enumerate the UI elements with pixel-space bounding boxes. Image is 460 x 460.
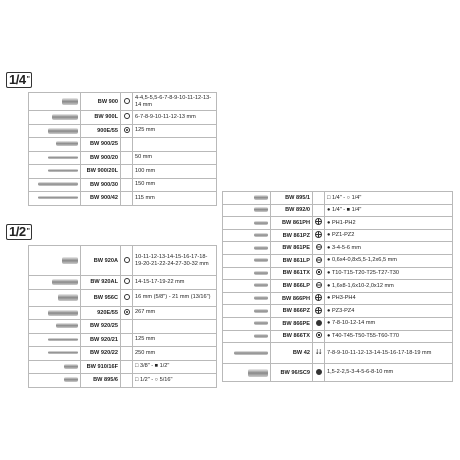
tool-image-cell xyxy=(29,138,81,152)
long-socket-icon xyxy=(52,279,78,285)
phillips-bit-icon xyxy=(254,221,268,225)
article-code: BW 900/42 xyxy=(81,192,121,206)
table-half-drive xyxy=(28,245,217,388)
drive-symbol-cell xyxy=(313,292,325,305)
spec-text: 3-4-5-6 mm xyxy=(331,244,361,251)
spec-cell xyxy=(133,138,217,152)
spec-text: 10-11-12-13-14-15-16-17-18-19-20-21-22-24-27-30-32 mm xyxy=(135,253,209,267)
spec-text: 115 mm xyxy=(135,194,155,201)
spec-prefix: ● xyxy=(327,295,331,302)
tool-image-cell xyxy=(223,267,271,280)
spec-text: 16 mm (5/8") - 21 mm (13/16") xyxy=(135,294,211,301)
tool-image-cell xyxy=(29,151,81,165)
spec-prefix: ● xyxy=(327,307,331,314)
drive-symbol-cell xyxy=(121,192,133,206)
hex-icon xyxy=(316,369,322,375)
tool-image-cell xyxy=(29,93,81,111)
tool-image-cell xyxy=(223,317,271,330)
drive-symbol-cell xyxy=(121,151,133,165)
spec-cell xyxy=(133,289,217,306)
drive-badge-half xyxy=(6,224,32,240)
table-row xyxy=(29,276,217,290)
drive-symbol-cell xyxy=(121,124,133,138)
spec-cell xyxy=(133,93,217,111)
article-code: BW 861TX xyxy=(271,267,313,280)
spec-cell xyxy=(325,330,453,343)
open-circle-icon xyxy=(124,98,130,104)
spec-text: PH1-PH2 xyxy=(331,219,356,226)
drive-symbol-cell xyxy=(121,289,133,306)
drive-symbol-cell xyxy=(121,93,133,111)
phillips-icon xyxy=(315,294,322,301)
article-code: BW 895/6 xyxy=(81,374,121,388)
circle-dot-icon xyxy=(124,309,130,315)
slotted-icon xyxy=(316,257,322,263)
spec-text: 4-4,5-5,5-6-7-8-9-10-11-12-13-14 mm xyxy=(135,94,212,108)
extension-bar-icon xyxy=(48,169,78,172)
universal-joint-icon xyxy=(56,323,78,328)
table-row xyxy=(29,138,217,152)
pozidriv-bit-icon xyxy=(254,309,268,313)
table-row xyxy=(29,347,217,361)
spinner-handle-icon xyxy=(38,182,78,186)
combination-wrench-icon xyxy=(234,351,268,355)
extension-bar-icon xyxy=(48,338,78,341)
socket-icon xyxy=(62,257,78,264)
torx-bit-icon xyxy=(254,334,268,338)
spec-text: PH3-PH4 xyxy=(331,295,356,302)
slotted-bit-icon xyxy=(254,283,268,287)
ratchet-icon xyxy=(48,310,78,316)
spec-cell xyxy=(133,333,217,347)
tool-image-cell xyxy=(29,276,81,290)
slotted-icon xyxy=(316,244,322,250)
spec-cell xyxy=(133,347,217,361)
table-row xyxy=(29,306,217,320)
table-row xyxy=(223,217,453,230)
spec-text: T10-T15-T20-T25-T27-T30 xyxy=(331,270,399,277)
drive-symbol-cell xyxy=(313,305,325,318)
table-row xyxy=(29,246,217,276)
sliding-t-bar-icon xyxy=(38,196,78,199)
wrench-symbol-icon: ⮇ xyxy=(315,349,322,357)
tool-image-cell xyxy=(223,343,271,364)
spec-text: 1,6x8-1,6x10-2,0x12 mm xyxy=(331,282,394,289)
tool-image-cell xyxy=(29,111,81,125)
drive-symbol-cell xyxy=(121,333,133,347)
article-code: BW 861PE xyxy=(271,242,313,255)
spec-text: 125 mm xyxy=(135,336,156,343)
table-row xyxy=(29,93,217,111)
article-code: BW 861PZ xyxy=(271,229,313,242)
drive-symbol-cell xyxy=(313,317,325,330)
hex-key-set-icon xyxy=(248,369,268,377)
spec-cell xyxy=(325,254,453,267)
table-row xyxy=(223,280,453,293)
article-code: 900E/55 xyxy=(81,124,121,138)
spec-prefix: ● xyxy=(327,282,331,289)
spec-cell xyxy=(325,217,453,230)
drive-symbol-cell xyxy=(313,192,325,205)
tool-image-cell xyxy=(29,360,81,374)
table-row xyxy=(29,178,217,192)
tool-image-cell xyxy=(223,192,271,205)
table-row xyxy=(29,192,217,206)
tool-image-cell xyxy=(29,246,81,276)
open-circle-icon xyxy=(124,278,130,284)
spec-text: 1/4" - ■ 1/4" xyxy=(331,207,362,214)
tool-image-cell xyxy=(223,229,271,242)
torx-icon xyxy=(316,332,322,338)
table-row xyxy=(29,320,217,334)
hex-bit-icon xyxy=(254,321,268,325)
tool-image-cell xyxy=(29,165,81,179)
table-row xyxy=(29,124,217,138)
drive-symbol-cell xyxy=(313,242,325,255)
tool-image-cell xyxy=(29,289,81,306)
table-bits xyxy=(222,191,453,382)
spec-cell xyxy=(325,267,453,280)
tool-image-cell xyxy=(223,280,271,293)
tool-image-cell xyxy=(223,217,271,230)
table-row xyxy=(223,267,453,280)
spec-prefix: ● xyxy=(327,333,331,340)
spec-text: 1/2" - ○ 5/16" xyxy=(139,376,173,383)
spec-cell xyxy=(133,124,217,138)
tool-image-cell xyxy=(29,347,81,361)
spec-text: 14-15-17-19-22 mm xyxy=(135,278,185,285)
drive-symbol-cell xyxy=(121,178,133,192)
article-code: BW 920/22 xyxy=(81,347,121,361)
table-row xyxy=(29,333,217,347)
spec-prefix: ● xyxy=(327,257,331,264)
spec-prefix: ● xyxy=(327,207,331,214)
universal-joint-icon xyxy=(56,141,78,146)
spec-cell xyxy=(133,111,217,125)
slotted-icon xyxy=(316,282,322,288)
spec-text: 7-8-10-12-14 mm xyxy=(331,320,376,327)
table-row xyxy=(223,204,453,217)
table-row xyxy=(223,317,453,330)
article-code: BW 900/30 xyxy=(81,178,121,192)
spec-cell xyxy=(133,178,217,192)
article-code: 920E/55 xyxy=(81,306,121,320)
table-row xyxy=(223,343,453,364)
spec-prefix: □ xyxy=(135,363,139,370)
adaptor-icon xyxy=(64,364,78,369)
spec-cell xyxy=(325,204,453,217)
circle-dot-icon xyxy=(124,127,130,133)
drive-symbol-cell xyxy=(121,165,133,179)
article-code: BW 920A xyxy=(81,246,121,276)
article-code: BW 900/20L xyxy=(81,165,121,179)
article-code: BW 956C xyxy=(81,289,121,306)
drive-symbol-cell xyxy=(313,254,325,267)
drive-symbol-cell xyxy=(313,229,325,242)
spec-cell xyxy=(133,165,217,179)
article-code: BW 96/SC9 xyxy=(271,364,313,382)
drive-badge-half-mark: " xyxy=(26,228,30,235)
pozidriv-icon xyxy=(315,307,322,314)
drive-symbol-cell xyxy=(121,306,133,320)
tool-image-cell xyxy=(29,124,81,138)
drive-symbol-cell xyxy=(313,217,325,230)
article-code: BW 920/21 xyxy=(81,333,121,347)
article-code: BW 892/0 xyxy=(271,204,313,217)
article-code: BW 866PE xyxy=(271,317,313,330)
slotted-bit-icon xyxy=(254,258,268,262)
spec-cell xyxy=(325,242,453,255)
table-row xyxy=(223,292,453,305)
article-code: BW 920/25 xyxy=(81,320,121,334)
bit-holder-icon xyxy=(64,377,78,382)
drive-symbol-cell xyxy=(121,347,133,361)
article-code: BW 900/25 xyxy=(81,138,121,152)
extension-bar-icon xyxy=(48,156,78,159)
spec-text: 100 mm xyxy=(135,167,156,174)
tool-image-cell xyxy=(223,242,271,255)
drive-symbol-cell xyxy=(313,280,325,293)
pozidriv-icon xyxy=(315,231,322,238)
spark-plug-socket-icon xyxy=(58,294,78,301)
spec-text: 1,5-2-2,5-3-4-5-6-8-10 mm xyxy=(327,369,394,376)
spec-text: 6-7-8-9-10-11-12-13 mm xyxy=(135,113,196,120)
slotted-bit-icon xyxy=(254,246,268,250)
table-row xyxy=(29,289,217,306)
drive-symbol-cell xyxy=(121,111,133,125)
spec-cell xyxy=(325,292,453,305)
table-row xyxy=(29,374,217,388)
drive-symbol-cell xyxy=(121,276,133,290)
torx-icon xyxy=(316,269,322,275)
tool-image-cell xyxy=(223,254,271,267)
article-code: BW 866TX xyxy=(271,330,313,343)
spec-text: 150 mm xyxy=(135,181,156,188)
drive-symbol-cell xyxy=(313,330,325,343)
spec-cell xyxy=(133,192,217,206)
table-row xyxy=(223,192,453,205)
tool-image-cell xyxy=(29,192,81,206)
spec-cell xyxy=(133,151,217,165)
table-row xyxy=(223,305,453,318)
article-code: BW 861LP xyxy=(271,254,313,267)
spec-prefix: ● xyxy=(327,244,331,251)
spec-text: 7-8-9-10-11-12-13-14-15-16-17-18-19 mm xyxy=(327,349,432,356)
spec-text: T40-T45-T50-T55-T60-T70 xyxy=(331,333,399,340)
phillips-icon xyxy=(315,218,322,225)
phillips-bit-icon xyxy=(254,296,268,300)
drive-symbol-cell xyxy=(121,138,133,152)
tool-image-cell xyxy=(223,204,271,217)
spec-cell xyxy=(325,364,453,382)
table-row xyxy=(223,242,453,255)
spec-text: 0,6x4-0,8x5,5-1,2x6,5 mm xyxy=(331,257,397,264)
tool-image-cell xyxy=(223,292,271,305)
table-row xyxy=(29,111,217,125)
spec-text: 125 mm xyxy=(135,127,156,134)
article-code: BW 910/16F xyxy=(81,360,121,374)
spec-cell xyxy=(325,229,453,242)
drive-badge-half-text: 1/2 xyxy=(9,224,26,239)
spec-text: 50 mm xyxy=(135,154,153,161)
table-row xyxy=(29,151,217,165)
tool-image-cell xyxy=(223,305,271,318)
drive-symbol-cell xyxy=(313,267,325,280)
spec-text: 3/8" - ■ 1/2" xyxy=(139,363,170,370)
drive-symbol-cell xyxy=(121,246,133,276)
extension-bar-icon xyxy=(48,351,78,354)
table-row xyxy=(223,229,453,242)
spec-cell xyxy=(133,246,217,276)
spec-text: 267 mm xyxy=(135,309,156,316)
article-code: BW 900/20 xyxy=(81,151,121,165)
bit-adaptor-icon xyxy=(254,195,268,200)
open-circle-icon xyxy=(124,113,130,119)
spec-text: 250 mm xyxy=(135,349,156,356)
tool-image-cell xyxy=(29,178,81,192)
article-code: BW 900 xyxy=(81,93,121,111)
article-code: BW 861PH xyxy=(271,217,313,230)
spec-cell xyxy=(133,360,217,374)
drive-symbol-cell xyxy=(313,204,325,217)
spec-prefix: ● xyxy=(327,270,331,277)
open-circle-icon xyxy=(124,294,130,300)
spec-text: PZ1-PZ2 xyxy=(331,232,355,239)
article-code: BW 895/1 xyxy=(271,192,313,205)
pozidriv-bit-icon xyxy=(254,233,268,237)
article-code: BW 866LP xyxy=(271,280,313,293)
drive-symbol-cell xyxy=(313,364,325,382)
drive-symbol-cell xyxy=(121,320,133,334)
spec-cell xyxy=(325,317,453,330)
spec-text: 1/4" - ○ 1/4" xyxy=(331,194,362,201)
article-code: BW 42 xyxy=(271,343,313,364)
tool-image-cell xyxy=(223,330,271,343)
tool-image-cell xyxy=(29,374,81,388)
spec-cell xyxy=(325,343,453,364)
spec-text: PZ3-PZ4 xyxy=(331,307,355,314)
table-quarter-drive xyxy=(28,92,217,206)
drive-symbol-cell xyxy=(313,343,325,364)
article-code: BW 866PH xyxy=(271,292,313,305)
drive-badge-quarter xyxy=(6,72,32,88)
spec-cell xyxy=(325,192,453,205)
spec-cell xyxy=(133,320,217,334)
hex-icon xyxy=(316,320,322,326)
article-code: BW 920AL xyxy=(81,276,121,290)
drive-symbol-cell xyxy=(121,374,133,388)
spec-prefix: ● xyxy=(327,320,331,327)
drive-badge-quarter-text: 1/4 xyxy=(9,72,26,87)
ratchet-icon xyxy=(48,128,78,134)
spec-cell xyxy=(325,280,453,293)
spec-cell xyxy=(325,305,453,318)
table-row xyxy=(29,165,217,179)
tool-image-cell xyxy=(29,333,81,347)
socket-icon xyxy=(62,98,78,105)
spec-cell xyxy=(133,276,217,290)
torx-bit-icon xyxy=(254,271,268,275)
spec-prefix: ● xyxy=(327,232,331,239)
table-row xyxy=(29,360,217,374)
drive-badge-quarter-mark: " xyxy=(26,76,30,83)
tool-image-cell xyxy=(29,306,81,320)
article-code: BW 900L xyxy=(81,111,121,125)
spec-cell xyxy=(133,306,217,320)
table-row xyxy=(223,330,453,343)
spec-cell xyxy=(133,374,217,388)
long-socket-icon xyxy=(52,114,78,120)
tool-image-cell xyxy=(29,320,81,334)
open-circle-icon xyxy=(124,257,130,263)
spec-prefix: ● xyxy=(327,219,331,226)
spec-prefix: □ xyxy=(135,376,139,383)
tool-image-cell xyxy=(223,364,271,382)
table-row xyxy=(223,364,453,382)
article-code: BW 866PZ xyxy=(271,305,313,318)
drive-symbol-cell xyxy=(121,360,133,374)
spec-prefix: □ xyxy=(327,194,331,201)
table-row xyxy=(223,254,453,267)
bit-holder-icon xyxy=(254,207,268,212)
